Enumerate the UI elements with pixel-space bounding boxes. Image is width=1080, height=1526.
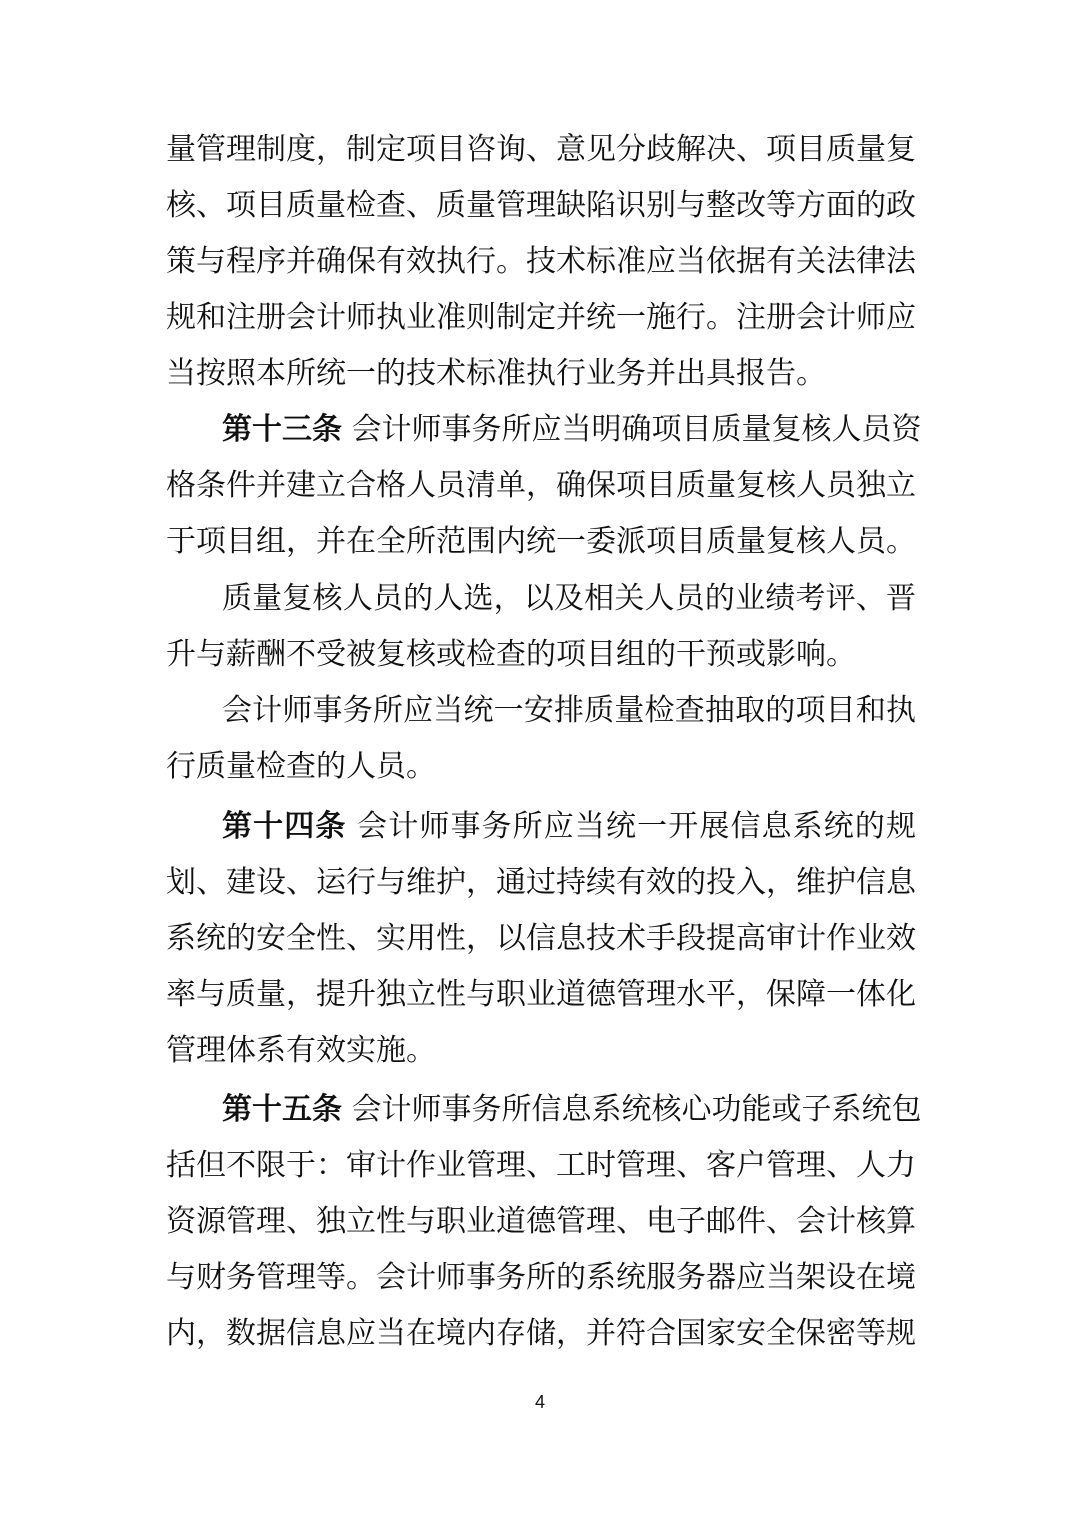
- article-fifteen-line: [222, 1090, 922, 1130]
- page-number: 4: [534, 1392, 545, 1412]
- text-line: 与财务管理等。会计师事务所的系统服务器应当架设在境: [166, 1260, 916, 1295]
- text-line: 会计师事务所应当统一安排质量检查抽取的项目和执: [222, 693, 916, 728]
- article-text: 会计师事务所应当统一开展信息系统的规: [357, 809, 917, 844]
- text-line: 率与质量，提升独立性与职业道德管理水平，保障一体化: [166, 977, 916, 1012]
- article-text: 会计师事务所信息系统核心功能或子系统包: [351, 1092, 922, 1127]
- text-line: 质量复核人员的人选，以及相关人员的业绩考评、晋: [222, 581, 916, 616]
- article-label: 第十四条: [222, 809, 347, 844]
- article-fourteen-line: [222, 807, 916, 847]
- text-line: 资源管理、独立性与职业道德管理、电子邮件、会计核算: [166, 1204, 916, 1239]
- text-line: 核、项目质量检查、质量管理缺陷识别与整改等方面的政: [166, 188, 916, 223]
- text-line: 策与程序并确保有效执行。技术标准应当依据有关法律法: [166, 244, 916, 279]
- article-text: 会计师事务所应当明确项目质量复核人员资: [351, 412, 922, 447]
- text-line: 当按照本所统一的技术标准执行业务并出具报告。: [166, 356, 826, 391]
- text-line: 括但不限于：审计作业管理、工时管理、客户管理、人力: [166, 1148, 916, 1183]
- article-thirteen-line: [222, 410, 922, 450]
- text-line: 系统的安全性、实用性，以信息技术手段提高审计作业效: [166, 921, 916, 956]
- text-line: 内，数据信息应当在境内存储，并符合国家安全保密等规: [166, 1316, 916, 1351]
- article-label: 第十五条: [222, 1092, 342, 1127]
- text-line: 管理体系有效实施。: [166, 1033, 436, 1068]
- article-label: 第十三条: [222, 412, 342, 447]
- text-line: 于项目组，并在全所范围内统一委派项目质量复核人员。: [166, 524, 916, 559]
- text-line: 规和注册会计师执业准则制定并统一施行。注册会计师应: [166, 300, 916, 335]
- text-line: 划、建设、运行与维护，通过持续有效的投入，维护信息: [166, 865, 916, 900]
- text-line: 升与薪酬不受被复核或检查的项目组的干预或影响。: [166, 637, 856, 672]
- text-line: 行质量检查的人员。: [166, 749, 436, 784]
- text-line: 量管理制度，制定项目咨询、意见分歧解决、项目质量复: [166, 132, 916, 167]
- text-line: 格条件并建立合格人员清单，确保项目质量复核人员独立: [166, 468, 916, 503]
